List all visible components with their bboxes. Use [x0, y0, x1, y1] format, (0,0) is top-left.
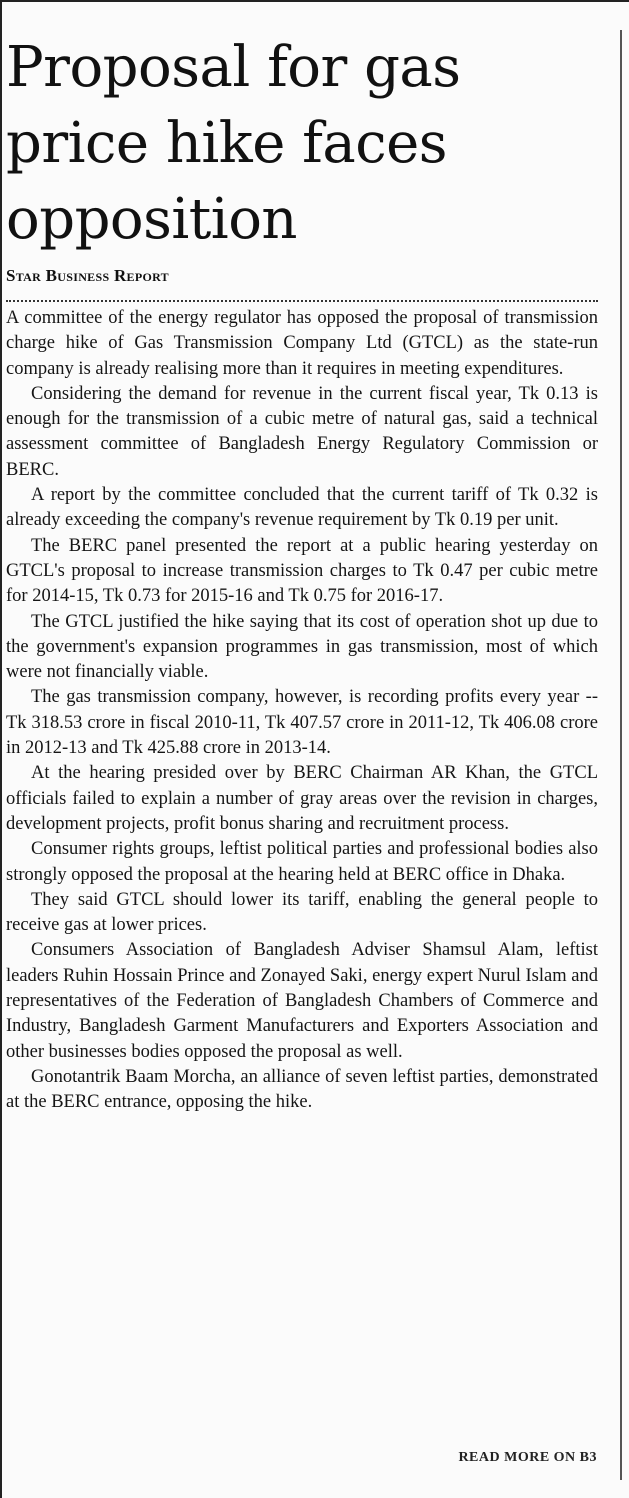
byline: Star Business Report	[6, 266, 169, 285]
dotted-separator	[6, 300, 598, 302]
left-border-rule	[0, 0, 2, 1498]
article	[6, 30, 598, 1116]
paragraph: Considering the demand for revenue in the current fiscal year, Tk 0.13 is enough for the transmission of a cubic metre of natural gas, said a technical assessment committee of Bangladesh Energy Regulatory Commission or BERC.	[6, 383, 598, 480]
paragraph: Gonotantrik Baam Morcha, an alliance of seven leftist parties, demonstrated at the BERC entrance, opposing the hike.	[6, 1066, 598, 1113]
paragraph: A report by the committee concluded that the current tariff of Tk 0.32 is already exceeding the company's revenue requirement by Tk 0.19 per unit.	[6, 485, 598, 531]
read-more-jump-line: READ MORE ON B3	[458, 1450, 597, 1465]
paragraph: The GTCL justified the hike saying that its cost of operation shot up due to the government's expansion programmes in gas transmission, most of which were not financially viable.	[6, 611, 598, 683]
paragraph: At the hearing presided over by BERC Chairman AR Khan, the GTCL officials failed to explain a number of gray areas over the revision in charges, development projects, profit bonus sharing and recruitment process.	[6, 763, 598, 834]
paragraph: The BERC panel presented the report at a public hearing yesterday on GTCL's proposal to increase transmission charges to Tk 0.47 per cubic metre for 2014-15, Tk 0.73 for 2015-16 and Tk 0.75 for 2016-17.	[6, 535, 598, 607]
paragraph: The gas transmission company, however, is recording profits every year -- Tk 318.53 crore in fiscal 2010-11, Tk 407.57 crore in 2011-12, Tk 406.08 crore in 2012-13 and Tk 425.88 crore in 2013-14.	[6, 687, 598, 759]
paragraph: A committee of the energy regulator has opposed the proposal of transmission charge hike of Gas Transmission Company Ltd (GTCL) as the state-run company is already realising more than it requires in meeting expenditures.	[6, 308, 598, 379]
headline: Proposal for gas price hike faces opposition	[6, 35, 461, 252]
paragraph: They said GTCL should lower its tariff, enabling the general people to receive gas at lower prices.	[6, 889, 598, 936]
paragraph: Consumers Association of Bangladesh Adviser Shamsul Alam, leftist leaders Ruhin Hossain Prince and Zonayed Saki, energy expert Nurul Islam and representatives of the Federation of Bangladesh Chambers of Commerce and Industry, Bangladesh Garment Manufacturers and Exporters Association and other businesses bodies opposed the proposal as well.	[6, 940, 598, 1062]
column-divider-rule	[620, 30, 622, 1480]
article-body	[6, 306, 598, 1116]
top-border-rule	[0, 0, 629, 2]
paragraph: Consumer rights groups, leftist political parties and professional bodies also strongly opposed the proposal at the hearing held at BERC office in Dhaka.	[6, 839, 598, 885]
